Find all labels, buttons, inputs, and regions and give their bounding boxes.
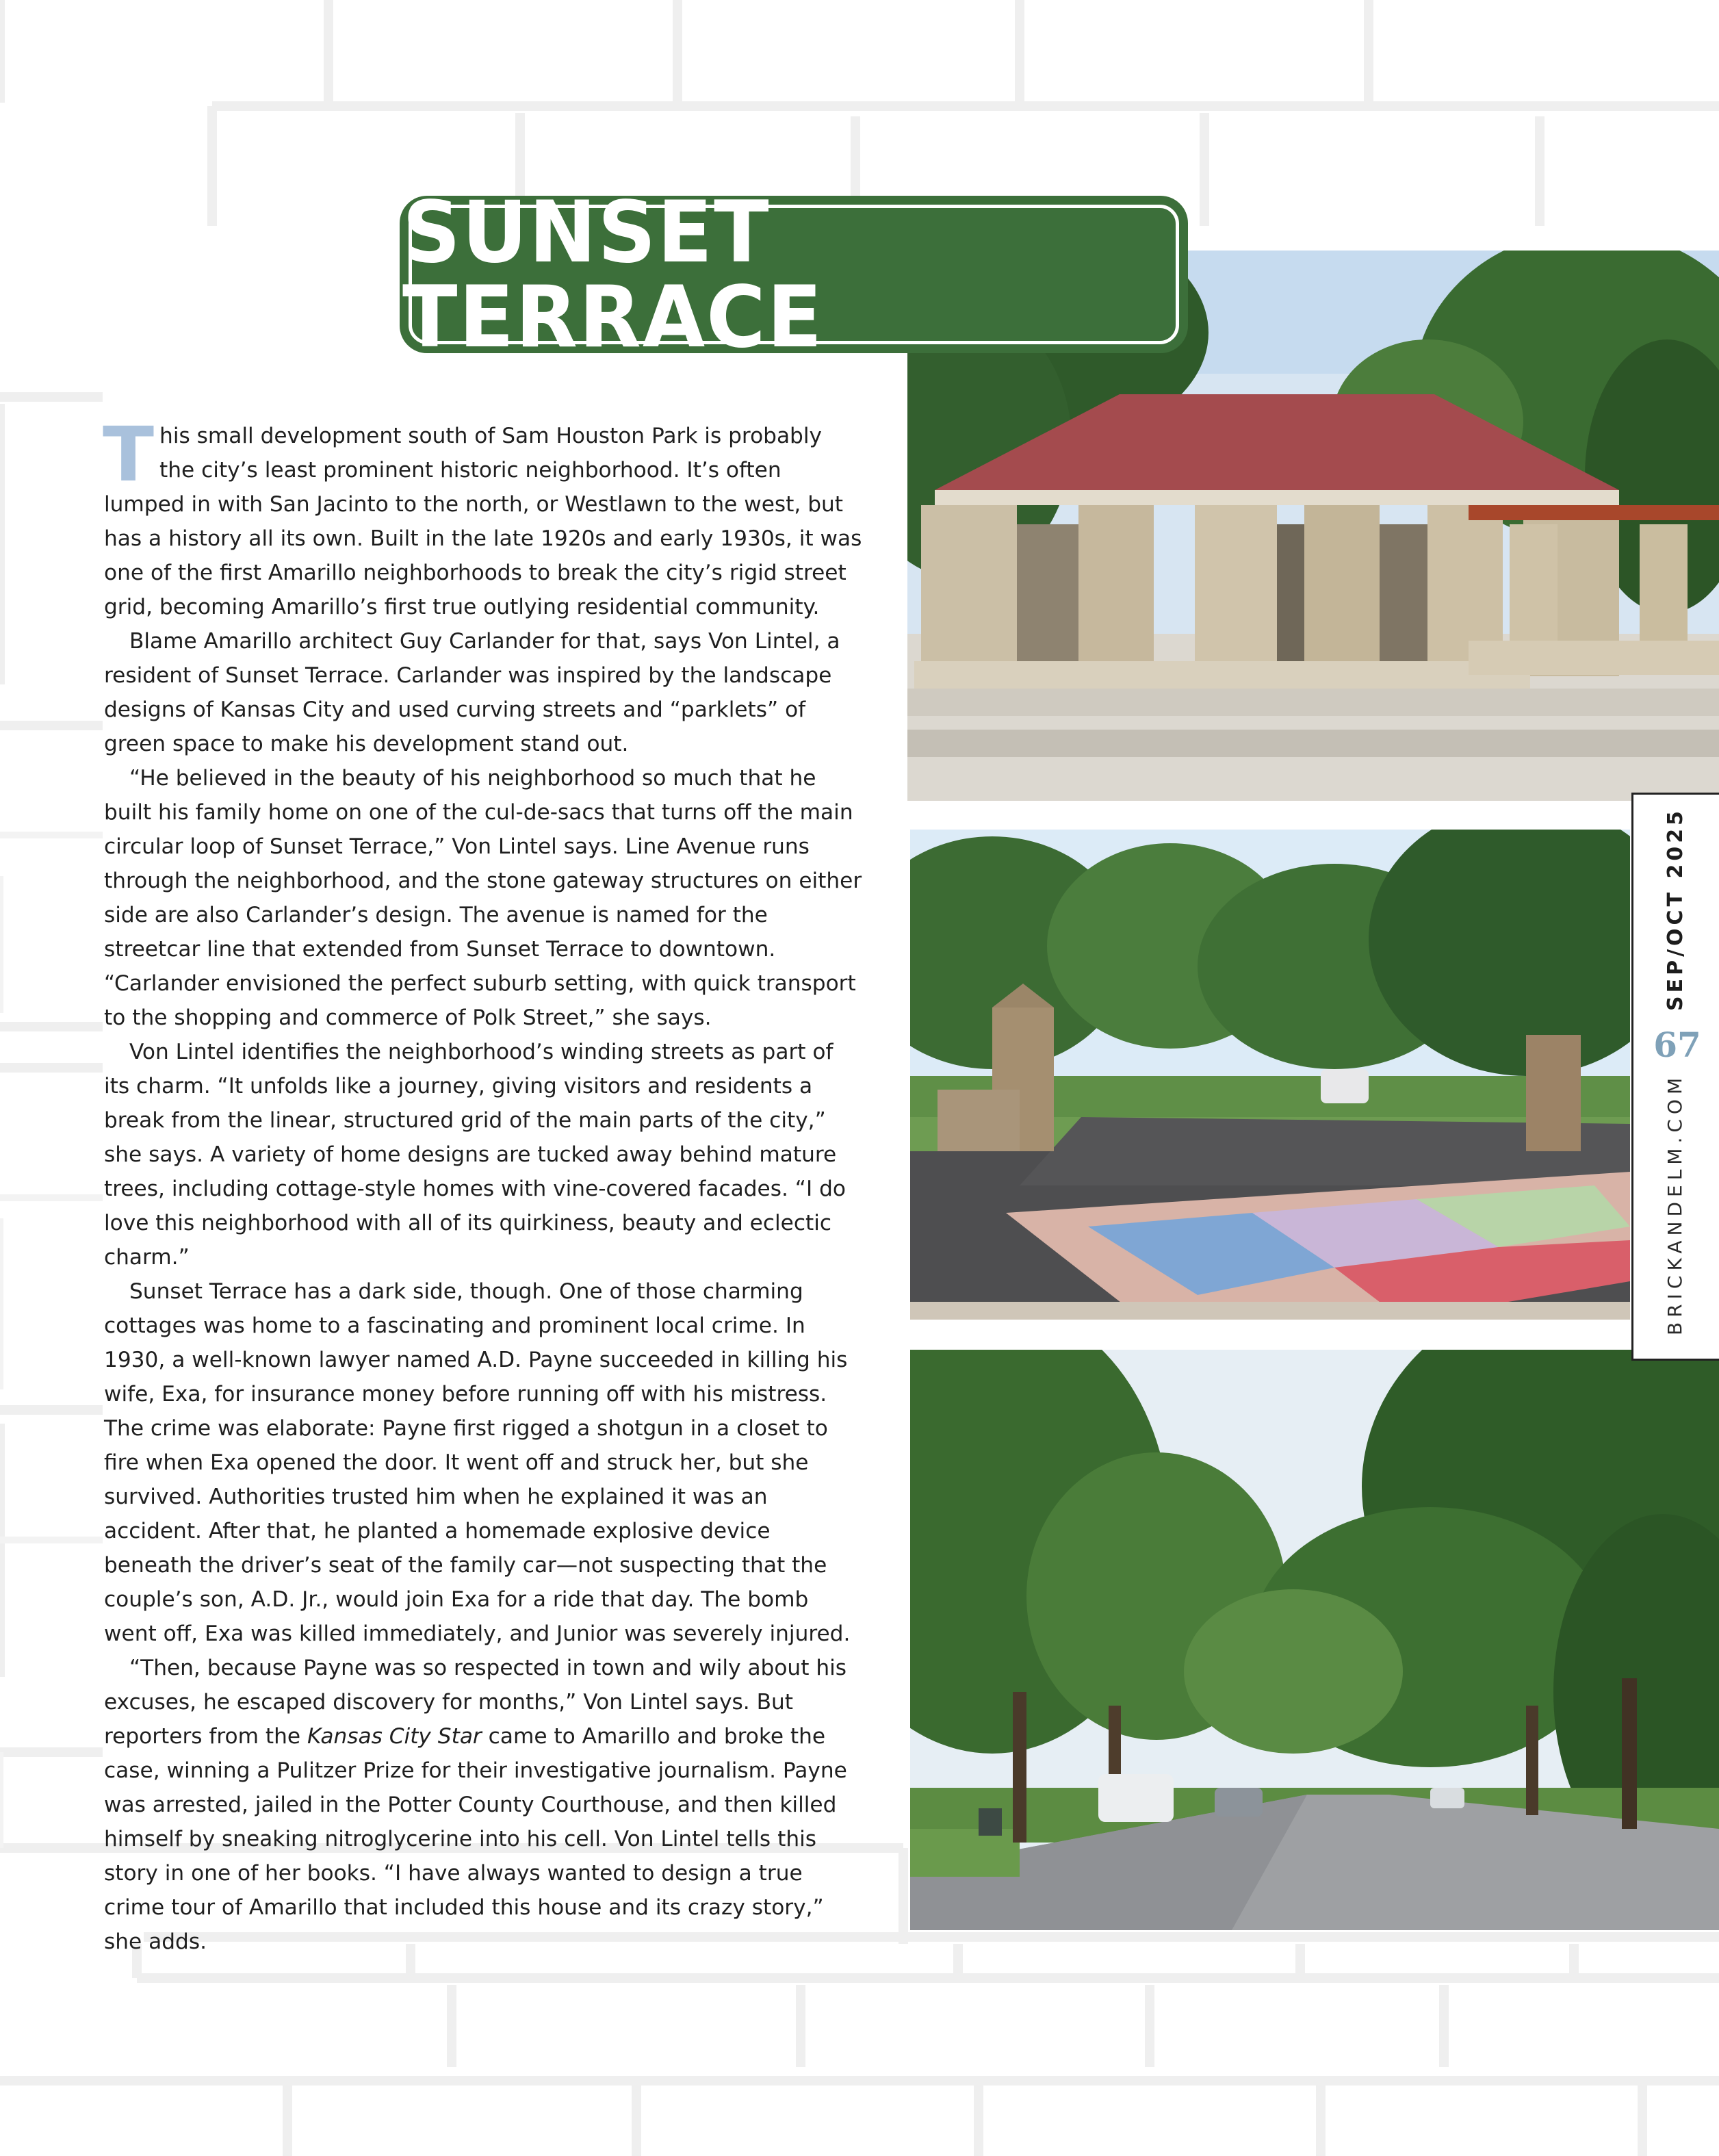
- issue-date: SEP/OCT 2025: [1664, 808, 1688, 1011]
- paragraph-6: “Then, because Payne was so respected in town and wily about his excuses, he escaped discovery for months,” Von Lintel says. But reporters from the Kansas City Star came to Amarillo and broke the case, winning a Pulitzer Prize for their investigative journalism. Payne was arrested, jailed in the Potter County Courthouse, and then killed himself by sneaking nitroglycerine into his cell. Von Lintel tells this story in one of her books. “I have always wanted to design a true crime tour of Amarillo that included this house and its crazy story,” she adds.: [104, 1656, 847, 1954]
- photo-gateway-crosswalk: [910, 830, 1630, 1320]
- paragraph-1: This small development south of Sam Houston Park is probably the city’s least prominent historic neighborhood. It’s often lumped in with San Jacinto to the north, or Westlawn to the west, but has a history all its own. Built in the late 1920s and early 1930s, it was one of the first Amarillo neighborhoods to break the city’s rigid street grid, becoming Amarillo’s first true outlying residential community.: [103, 411, 862, 619]
- paragraph-2: Blame Amarillo architect Guy Carlander for that, says Von Lintel, a resident of Sunset Terrace. Carlander was inspired by the landscape designs of Kansas City and used curving streets and “parklets” of green space to make his development stand out.: [104, 629, 840, 756]
- paragraph-5: Sunset Terrace has a dark side, though. One of those charming cottages was home to a fascinating and prominent local crime. In 1930, a well-known lawyer named A.D. Payne succeeded in killing his wife, Exa, for insurance money before running off with his mistress. The crime was elaborate: Payne first rigged a shotgun in a closet to fire when Exa opened the door. It went off and struck her, but she survived. Authorities trusted him when he explained it was an accident. After that, he planted a homemade explosive device beneath the driver’s seat of the family car—not suspecting that the couple’s son, A.D. Jr., would join Exa for a ride that day. The bomb went off, Exa was killed immediately, and Junior was severely injured.: [104, 1279, 851, 1646]
- side-tab: [1631, 793, 1719, 1361]
- website-url: BRICKANDELM.COM: [1664, 1073, 1686, 1335]
- page-number: 67: [1653, 1025, 1701, 1065]
- article-body: [103, 411, 864, 1959]
- publication-name: Kansas City Star: [307, 1724, 482, 1749]
- drop-cap: T: [103, 411, 155, 498]
- title-sign: [402, 182, 1185, 367]
- photo-tree-lined-street: [910, 1350, 1719, 1930]
- page-title: SUNSET TERRACE: [402, 182, 824, 367]
- paragraph-3: “He believed in the beauty of his neighborhood so much that he built his family home on one of the cul-de-sacs that turns off the main circular loop of Sunset Terrace,” Von Lintel says. Line Avenue runs through the neighborhood, and the stone gateway structures on either side are also Carlander’s design. The avenue is named for the streetcar line that extended from Sunset Terrace to downtown. “Carlander envisioned the perfect suburb setting, with quick transport to the shopping and commerce of Polk Street,” she says.: [104, 766, 862, 1030]
- paragraph-4: Von Lintel identifies the neighborhood’s winding streets as part of its charm. “It unfolds like a journey, giving visitors and residents a break from the linear, structured grid of the main parts of the city,” she says. A variety of home designs are tucked away behind mature trees, including cottage-style homes with vine-covered facades. “I do love this neighborhood with all of its quirkiness, beauty and eclectic charm.”: [104, 1040, 846, 1270]
